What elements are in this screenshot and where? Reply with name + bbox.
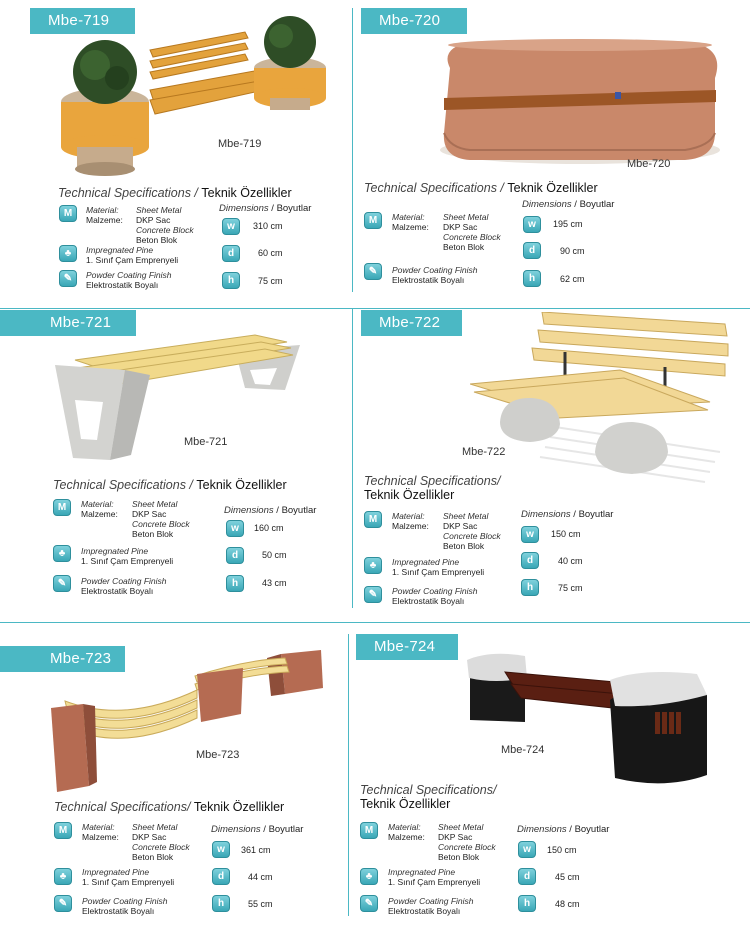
stone-planter-image — [430, 28, 730, 173]
dimensions-heading-723: Dimensions / Boyutlar — [211, 824, 304, 835]
height-value-720: 62 cm — [560, 274, 585, 284]
pine-icon: ♣ — [54, 868, 72, 885]
depth-icon: d — [523, 242, 541, 259]
depth-icon: d — [222, 245, 240, 262]
depth-icon: d — [226, 547, 244, 564]
material-label-721: Material: Malzeme: — [81, 499, 118, 519]
powder-label-723: Powder Coating Finish Elektrostatik Boyalı — [82, 896, 168, 916]
divider-col-row2 — [352, 308, 353, 608]
spec-title-723: Technical Specifications/ Teknik Özellikler — [54, 800, 285, 814]
material-label-724: Material: Malzeme: — [388, 822, 425, 842]
depth-value-723: 44 cm — [248, 872, 273, 882]
dark-bench-image — [465, 650, 715, 790]
divider-row1 — [0, 308, 750, 309]
powder-coat-icon: ✎ — [59, 270, 77, 287]
height-icon: h — [518, 895, 536, 912]
material-icon: M — [59, 205, 77, 222]
product-caption-723: Mbe-723 — [196, 749, 240, 761]
divider-col-row1 — [352, 8, 353, 292]
height-icon: h — [222, 272, 240, 289]
width-icon: w — [222, 218, 240, 235]
material-values-719: Sheet Metal DKP Sac Concrete Block Beton Blok — [136, 205, 194, 245]
height-value-723: 55 cm — [248, 899, 273, 909]
spec-title-719: Technical Specifications / Teknik Özellikler — [58, 186, 292, 200]
height-icon: h — [521, 579, 539, 596]
depth-icon: d — [518, 868, 536, 885]
powder-label-722: Powder Coating Finish Elektrostatik Boyalı — [392, 586, 478, 606]
width-value-719: 310 cm — [253, 221, 283, 231]
product-tag-720: Mbe-720 — [361, 8, 467, 34]
powder-coat-icon: ✎ — [360, 895, 378, 912]
product-caption-720: Mbe-720 — [627, 158, 671, 170]
powder-label-719: Powder Coating Finish Elektrostatik Boyalı — [86, 270, 172, 290]
height-value-719: 75 cm — [258, 276, 283, 286]
material-icon: M — [360, 822, 378, 839]
pine-icon: ♣ — [360, 868, 378, 885]
pine-icon: ♣ — [59, 245, 77, 262]
product-caption-719: Mbe-719 — [218, 138, 262, 150]
material-icon: M — [54, 822, 72, 839]
bench-planters-image — [55, 10, 345, 180]
product-caption-724: Mbe-724 — [501, 744, 545, 756]
powder-coat-icon: ✎ — [364, 263, 382, 280]
product-tag-724: Mbe-724 — [356, 634, 458, 660]
width-value-723: 361 cm — [241, 845, 271, 855]
divider-row2 — [0, 622, 750, 623]
material-label-722: Material: Malzeme: — [392, 511, 429, 531]
wood-bench-stone-legs-image — [470, 312, 735, 497]
width-icon: w — [521, 526, 539, 543]
powder-coat-icon: ✎ — [364, 586, 382, 603]
width-icon: w — [212, 841, 230, 858]
pine-label-723: Impregnated Pine 1. Sınıf Çam Emprenyeli — [82, 867, 175, 887]
material-icon: M — [364, 212, 382, 229]
product-tag-721: Mbe-721 — [0, 310, 136, 336]
material-label-720: Material: Malzeme: — [392, 212, 429, 232]
width-value-722: 150 cm — [551, 529, 581, 539]
width-value-720: 195 cm — [553, 219, 583, 229]
height-value-721: 43 cm — [262, 578, 287, 588]
material-values-724: Sheet Metal DKP Sac Concrete Block Beton Blok — [438, 822, 496, 862]
width-icon: w — [226, 520, 244, 537]
width-value-721: 160 cm — [254, 523, 284, 533]
powder-label-721: Powder Coating Finish Elektrostatik Boyalı — [81, 576, 167, 596]
pine-label-721: Impregnated Pine 1. Sınıf Çam Emprenyeli — [81, 546, 174, 566]
material-values-722: Sheet Metal DKP Sac Concrete Block Beton Blok — [443, 511, 501, 551]
material-values-723: Sheet Metal DKP Sac Concrete Block Beton Blok — [132, 822, 190, 862]
spec-title-720: Technical Specifications / Teknik Özellikler — [364, 181, 598, 195]
width-value-724: 150 cm — [547, 845, 577, 855]
depth-value-722: 40 cm — [558, 556, 583, 566]
powder-coat-icon: ✎ — [54, 895, 72, 912]
material-icon: M — [364, 511, 382, 528]
pine-label-719: Impregnated Pine 1. Sınıf Çam Emprenyeli — [86, 245, 179, 265]
spec-title-724: Technical Specifications/ Teknik Özellikler — [360, 783, 497, 811]
concrete-bench-image — [55, 330, 305, 470]
material-label-719: Material: Malzeme: — [86, 205, 123, 225]
pine-icon: ♣ — [364, 557, 382, 574]
width-icon: w — [523, 216, 541, 233]
height-icon: h — [212, 895, 230, 912]
product-caption-721: Mbe-721 — [184, 436, 228, 448]
powder-coat-icon: ✎ — [53, 575, 71, 592]
product-tag-723: Mbe-723 — [0, 646, 125, 672]
powder-label-724: Powder Coating Finish Elektrostatik Boyalı — [388, 896, 474, 916]
dimensions-heading-722: Dimensions / Boyutlar — [521, 509, 614, 520]
product-caption-722: Mbe-722 — [462, 446, 506, 458]
height-value-722: 75 cm — [558, 583, 583, 593]
spec-title-721: Technical Specifications / Teknik Özellikler — [53, 478, 287, 492]
product-tag-719: Mbe-719 — [30, 8, 135, 34]
material-values-721: Sheet Metal DKP Sac Concrete Block Beton Blok — [132, 499, 190, 539]
depth-value-721: 50 cm — [262, 550, 287, 560]
product-tag-722: Mbe-722 — [361, 310, 462, 336]
pine-label-724: Impregnated Pine 1. Sınıf Çam Emprenyeli — [388, 867, 481, 887]
curved-bench-image — [45, 646, 330, 796]
height-icon: h — [523, 270, 541, 287]
material-icon: M — [53, 499, 71, 516]
width-icon: w — [518, 841, 536, 858]
pine-label-722: Impregnated Pine 1. Sınıf Çam Emprenyeli — [392, 557, 485, 577]
dimensions-heading-720: Dimensions / Boyutlar — [522, 199, 615, 210]
dimensions-heading-721: Dimensions / Boyutlar — [224, 505, 317, 516]
depth-icon: d — [521, 552, 539, 569]
height-value-724: 48 cm — [555, 899, 580, 909]
material-label-723: Material: Malzeme: — [82, 822, 119, 842]
depth-icon: d — [212, 868, 230, 885]
divider-col-row3 — [348, 634, 349, 916]
powder-label-720: Powder Coating Finish Elektrostatik Boyalı — [392, 265, 478, 285]
depth-value-720: 90 cm — [560, 246, 585, 256]
material-values-720: Sheet Metal DKP Sac Concrete Block Beton Blok — [443, 212, 501, 252]
dimensions-heading-724: Dimensions / Boyutlar — [517, 824, 610, 835]
pine-icon: ♣ — [53, 545, 71, 562]
height-icon: h — [226, 575, 244, 592]
depth-value-724: 45 cm — [555, 872, 580, 882]
spec-title-722: Technical Specifications/ Teknik Özellikler — [364, 474, 501, 502]
depth-value-719: 60 cm — [258, 248, 283, 258]
dimensions-heading-719: Dimensions / Boyutlar — [219, 203, 312, 214]
